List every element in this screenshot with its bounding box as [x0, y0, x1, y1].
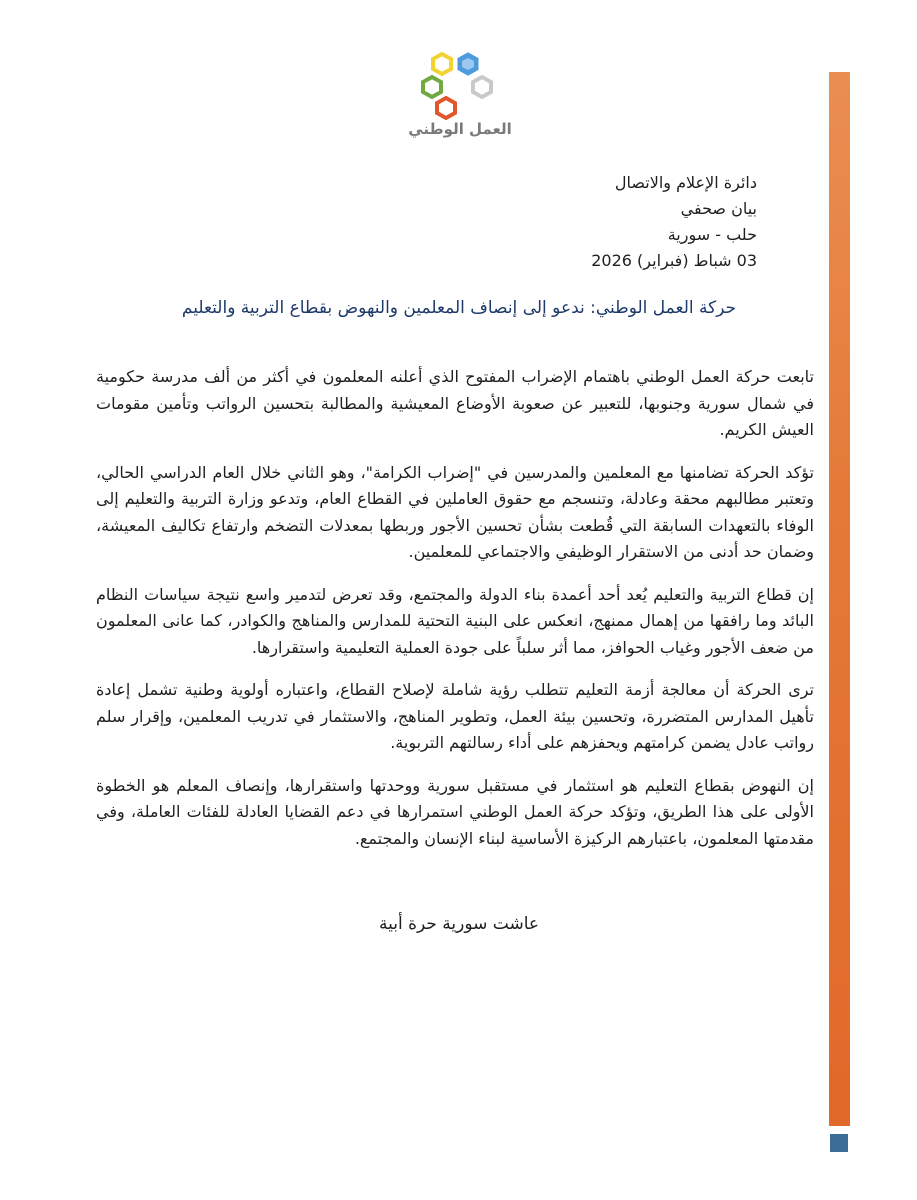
hexagon-green-icon — [423, 77, 441, 97]
decorative-side-bar — [829, 72, 850, 1126]
paragraph: تابعت حركة العمل الوطني باهتمام الإضراب المفتوح الذي أعلنه المعلمون في أكثر من ألف مدرسة حكومية في شمال سورية وجنوبها، للتعبير عن صعوبة الأوضاع المعيشية والمطالبة بتحسين الرواتب وتأمين مقومات العيش الكريم. — [96, 367, 814, 439]
paragraph: ترى الحركة أن معالجة أزمة التعليم تتطلب رؤية شاملة لإصلاح القطاع، واعتباره أولوية وطنية تشمل إعادة تأهيل المدارس المتضررة، وتحسين بيئة العمل، وتطوير المناهج، والاستثمار في تدريب المعلمين، وإقرار سلم رواتب عادل يضمن كرامتهم ويحفزهم على أداء رسالتهم التربوية. — [96, 680, 814, 752]
hexagon-yellow-icon — [433, 54, 451, 74]
header-block — [457, 170, 757, 274]
hexagon-red-icon — [437, 98, 455, 118]
document-title: حركة العمل الوطني: ندعو إلى إنصاف المعلمين والنهوض بقطاع التربية والتعليم — [181, 298, 737, 318]
document-type: بيان صحفي — [680, 199, 757, 218]
location: حلب - سورية — [667, 225, 757, 244]
hexagon-gray-icon — [473, 77, 491, 97]
paragraph: تؤكد الحركة تضامنها مع المعلمين والمدرسين في "إضراب الكرامة"، وهو الثاني خلال العام الدراسي الحالي، وتعتبر مطالبهم محقة وعادلة، وتنسجم مع حقوق العاملين في القطاع العام، وتدعو وزارة التربية والتعليم إلى الوفاء بالتعهدات السابقة التي قُطعت بشأن تحسين الأجور وربطها بمعدلات التضخم وارتفاع تكاليف المعيشة، وضمان حد أدنى من الاستقرار الوظيفي والاجتماعي للمعلمين. — [96, 462, 814, 561]
decorative-square — [830, 1134, 848, 1152]
paragraph: إن قطاع التربية والتعليم يُعد أحد أعمدة بناء الدولة والمجتمع، وقد تعرض لتدمير واسع نتيجة سياسات النظام البائد وما رافقها من إهمال ممنهج، انعكس على البنية التحتية للمدارس والمناهج والكوادر، كما عانى المعلمون من ضعف الأجور وغياب الحوافز، مما أثر سلباً على جودة العملية التعليمية واستقرارها. — [96, 584, 814, 657]
hexagon-blue-icon — [459, 54, 477, 74]
document-body — [96, 364, 814, 868]
paragraph: إن النهوض بقطاع التعليم هو استثمار في مستقبل سورية ووحدتها واستقرارها، وإنصاف المعلم هو الخطوة الأولى على هذا الطريق، وتؤكد حركة العمل الوطني استمرارها في دعم القضايا العادلة للفئات العاملة، وفي مقدمتها المعلمون، باعتبارهم الركيزة الأساسية لبناء الإنسان والمجتمع. — [96, 775, 814, 848]
logo-text: العمل الوطني — [408, 120, 512, 138]
document-date: 03 شباط (فبراير) 2026 — [591, 251, 757, 270]
department-name: دائرة الإعلام والاتصال — [614, 173, 757, 192]
closing-slogan: عاشت سورية حرة أبية — [378, 914, 540, 934]
